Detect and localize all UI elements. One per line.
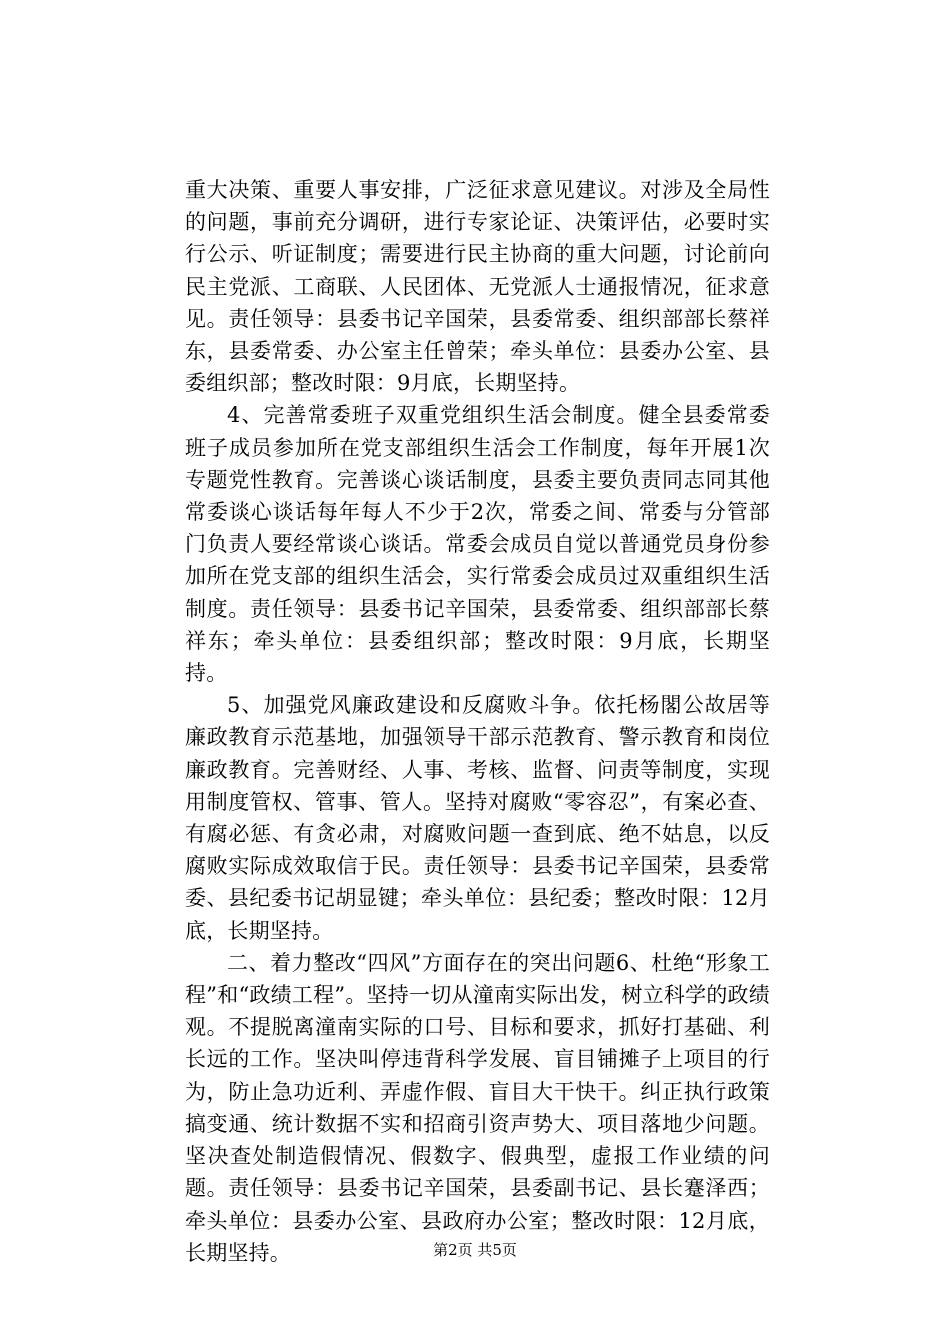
- paragraph-item-4: 4、完善常委班子双重党组织生活会制度。健全县委常委班子成员参加所在党支部组织生活会工作制度，每年开展1次专题党性教育。完善谈心谈话制度，县委主要负责同志同其他常委谈心谈话每年每人不少于2次，常委之间、常委与分管部门负责人要经常谈心谈话。常委会成员自觉以普通党员身份参加所在党支部的组织生活会，实行常委会成员过双重组织生活制度。责任领导：县委书记辛国荣，县委常委、组织部部长蔡祥东；牵头单位：县委组织部；整改时限：9月底，长期坚持。: [185, 403, 770, 686]
- document-body: [185, 174, 770, 1269]
- page-number-label: 第2页 共5页: [433, 1241, 517, 1259]
- paragraph-decision-making: 重大决策、重要人事安排，广泛征求意见建议。对涉及全局性的问题，事前充分调研，进行专家论证、决策评估，必要时实行公示、听证制度；需要进行民主协商的重大问题，讨论前向民主党派、工商联、人民团体、无党派人士通报情况，征求意见。责任领导：县委书记辛国荣，县委常委、组织部部长蔡祥东，县委常委、办公室主任曾荣；牵头单位：县委办公室、县委组织部；整改时限：9月底，长期坚持。: [185, 178, 770, 396]
- page-footer: [0, 1240, 950, 1260]
- paragraph-section-2-item-6: 二、着力整改“四风”方面存在的突出问题6、杜绝“形象工程”和“政绩工程”。坚持一切从潼南实际出发，树立科学的政绩观。不提脱离潼南实际的口号、目标和要求，抓好打基础、利长远的工作。坚决叫停违背科学发展、盲目铺摊子上项目的行为，防止急功近利、弄虚作假、盲目大干快干。纠正执行政策搞变通、统计数据不实和招商引资声势大、项目落地少问题。坚决查处制造假情况、假数字、假典型，虚报工作业绩的问题。责任领导：县委书记辛国荣，县委副书记、县长蹇泽西；牵头单位：县委办公室、县政府办公室；整改时限：12月底，长期坚持。: [185, 950, 770, 1265]
- paragraph-item-5: 5、加强党风廉政建设和反腐败斗争。依托杨閣公故居等廉政教育示范基地，加强领导干部示范教育、警示教育和岗位廉政教育。完善财经、人事、考核、监督、问责等制度，实现用制度管权、管事、管人。坚持对腐败“零容忍”，有案必查、有腐必惩、有贪必肃，对腐败问题一查到底、绝不姑息，以反腐败实际成效取信于民。责任领导：县委书记辛国荣，县委常委、县纪委书记胡显键；牵头单位：县纪委；整改时限：12月底，长期坚持。: [185, 693, 770, 943]
